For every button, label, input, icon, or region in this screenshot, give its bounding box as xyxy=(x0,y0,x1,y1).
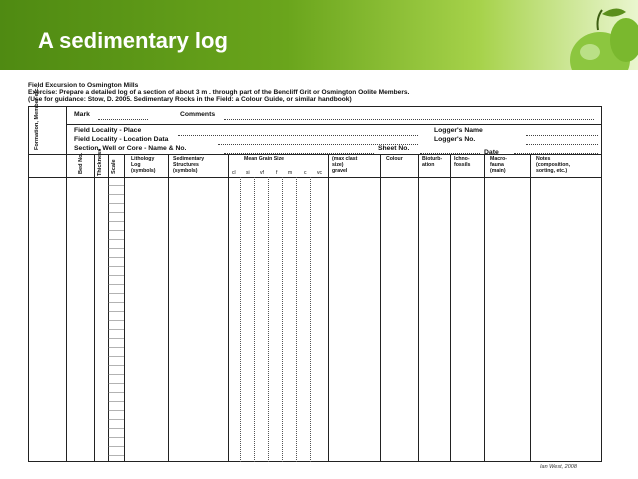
sheet-no-label: Sheet No. xyxy=(378,145,410,152)
notes-header: Notes (composition, sorting, etc.) xyxy=(536,156,571,174)
grain-si: si xyxy=(246,170,250,176)
grain-c: c xyxy=(304,170,307,176)
sheet-exercise: Exercise: Prepare a detailed log of a section of about 3 m . through part of the Bencliff Grit or Osmington Oolite Members. xyxy=(28,89,410,96)
sedimentary-structures-header: Sedimentary Structures (symbols) xyxy=(173,156,205,174)
grain-vf: vf xyxy=(260,170,264,176)
grain-f: f xyxy=(276,170,278,176)
max-clast-header: (max clast size) gravel xyxy=(332,156,358,174)
loggers-no-label: Logger's No. xyxy=(434,136,476,143)
field-locality-place-label: Field Locality - Place xyxy=(74,127,142,134)
lithology-log-header: Lithology Log (symbols) xyxy=(131,156,156,174)
grain-m: m xyxy=(288,170,293,176)
sheet-guidance: (Use for guidance: Stow, D. 2005. Sedimentary Rocks in the Field: a Colour Guide, or similar handbook) xyxy=(28,96,352,103)
formation-label: Formation, Member etc. xyxy=(34,86,40,150)
grain-vc: vc xyxy=(317,170,322,176)
green-apple-icon xyxy=(538,0,638,70)
slide-title: A sedimentary log xyxy=(38,28,228,53)
mean-grain-size-header: Mean Grain Size xyxy=(244,156,285,162)
comments-label: Comments xyxy=(180,111,216,118)
date-label: Date xyxy=(484,149,499,156)
mark-label: Mark xyxy=(74,111,90,118)
scale-ticks xyxy=(108,177,124,462)
author-credit: Ian West, 2008 xyxy=(540,464,577,470)
colour-header: Colour xyxy=(386,156,403,162)
bioturbation-header: Bioturb- ation xyxy=(422,156,443,168)
thickness-label: Thickness xyxy=(97,148,103,176)
ichnofossils-header: Ichno- fossils xyxy=(454,156,471,168)
macrofauna-header: Macro- fauna (main) xyxy=(490,156,508,174)
slide-header xyxy=(0,0,638,70)
scale-label: Scale xyxy=(111,159,117,174)
sedimentary-log-sheet xyxy=(28,82,610,472)
loggers-name-label: Logger's Name xyxy=(434,127,483,134)
field-locality-location-label: Field Locality - Location Data xyxy=(74,136,169,143)
grain-cl: cl xyxy=(232,170,236,176)
sheet-heading: Field Excursion to Osmington Mills xyxy=(28,82,139,89)
bed-no-label: Bed No. xyxy=(78,152,84,174)
section-well-core-label: Section, Well or Core - Name & No. xyxy=(74,145,187,152)
